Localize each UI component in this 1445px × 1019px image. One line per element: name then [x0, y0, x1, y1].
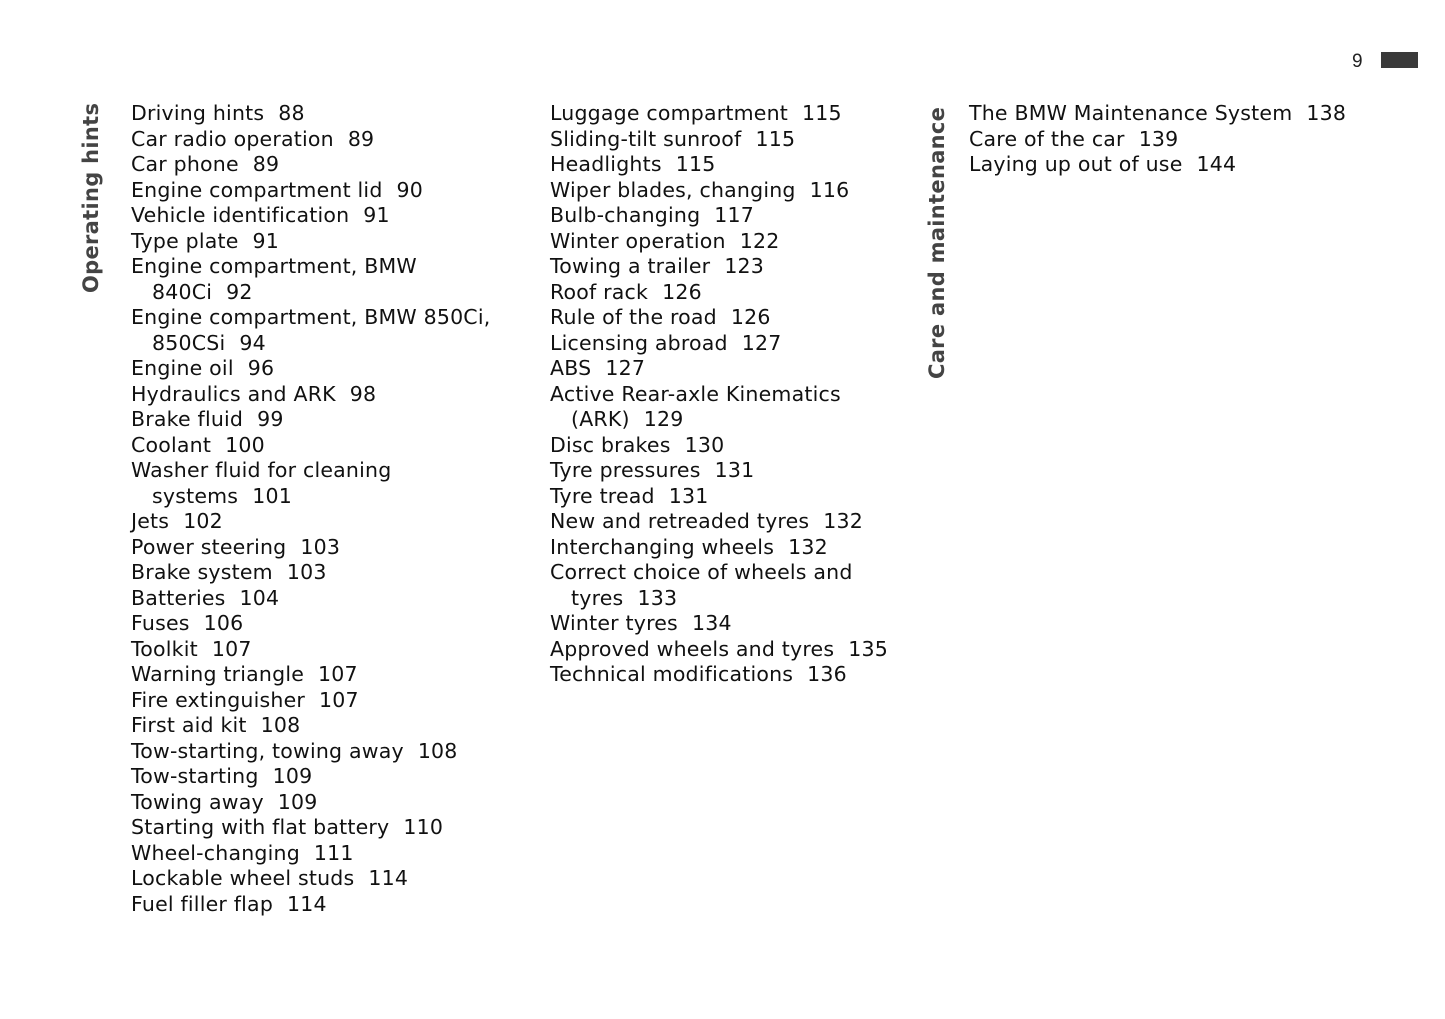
toc-entry-title: Warning triangle: [131, 662, 305, 686]
toc-entry-title: The BMW Maintenance System: [969, 101, 1293, 125]
toc-entry[interactable]: [131, 407, 521, 433]
toc-entry-page-number: 108: [260, 713, 301, 737]
toc-entry-title: Tyre tread: [550, 483, 655, 508]
toc-entry-title: Starting with flat battery: [131, 815, 390, 839]
toc-entry-title: Fire extinguisher: [131, 687, 306, 712]
toc-entry-title: Toolkit: [131, 636, 198, 661]
toc-entry-page-number: 89: [347, 126, 375, 151]
toc-entry-page-number: 132: [788, 534, 828, 559]
toc-entry[interactable]: [550, 356, 910, 382]
toc-entry-page-number: 134: [691, 611, 732, 635]
toc-entry-title: Winter operation: [550, 228, 726, 253]
toc-entry-page-number: 138: [1306, 101, 1347, 125]
toc-entry-title: Towing away: [131, 789, 264, 814]
page-marker-bar: [1381, 52, 1418, 68]
toc-entry-title: Tyre pressures: [550, 458, 701, 482]
toc-entry[interactable]: [550, 331, 910, 357]
toc-entry-title: Batteries: [131, 585, 226, 610]
toc-entry-title: Washer fluid for cleaning systems: [131, 458, 392, 508]
toc-entry-title: Tow-starting, towing away: [131, 738, 404, 763]
toc-entry-title: ABS: [550, 356, 592, 380]
toc-entry[interactable]: [131, 101, 521, 127]
toc-entry-title: Car phone: [131, 152, 239, 176]
toc-entry[interactable]: [131, 815, 521, 841]
toc-entry-title: Driving hints: [131, 101, 265, 125]
toc-entry[interactable]: [550, 458, 910, 484]
toc-entry-title: Winter tyres: [550, 611, 678, 635]
toc-entry[interactable]: [969, 152, 1429, 178]
toc-entry-title: Jets: [131, 509, 170, 533]
toc-entry-title: Sliding-tilt sunroof: [550, 126, 742, 151]
toc-entry-title: Correct choice of wheels and tyres: [550, 560, 853, 610]
toc-entry-title: Roof rack: [550, 279, 649, 304]
toc-entry[interactable]: [550, 509, 910, 535]
toc-entry-page-number: 110: [403, 815, 444, 839]
toc-entry[interactable]: [131, 688, 521, 714]
toc-entry-title: Engine oil: [131, 356, 234, 380]
toc-entry-title: Approved wheels and tyres: [550, 636, 835, 661]
toc-entry-title: Luggage compartment: [550, 101, 789, 125]
toc-entry-title: Engine compartment, BMW 840Ci: [131, 254, 417, 304]
toc-entry-title: Vehicle identification: [131, 203, 350, 227]
toc-entry-title: Fuel filler flap: [131, 891, 274, 916]
toc-entry-page-number: 88: [278, 101, 305, 125]
toc-entry-title: Brake fluid: [131, 407, 244, 431]
toc-entry[interactable]: [131, 178, 521, 204]
toc-entry-page-number: 115: [755, 126, 796, 151]
toc-entry-title: Wheel-changing: [131, 840, 300, 865]
toc-entry-title: Lockable wheel studs: [131, 866, 355, 890]
toc-entry-title: Active Rear-axle Kinematics (ARK): [550, 381, 841, 431]
toc-entry-title: Bulb-changing: [550, 203, 701, 227]
toc-entry-title: Technical modifications: [550, 662, 794, 686]
toc-entry[interactable]: [550, 178, 910, 204]
toc-entry-page-number: 132: [823, 509, 864, 533]
toc-entry-page-number: 101: [252, 483, 292, 508]
toc-entry[interactable]: [131, 305, 521, 356]
toc-entry-page-number: 92: [226, 279, 253, 304]
toc-entry[interactable]: [131, 764, 521, 790]
toc-entry[interactable]: [969, 127, 1429, 153]
toc-entry-page-number: 103: [300, 534, 341, 559]
toc-entry[interactable]: [131, 127, 521, 153]
toc-entry-page-number: 131: [668, 483, 709, 508]
toc-entry[interactable]: [550, 101, 910, 127]
toc-entry[interactable]: [550, 535, 910, 561]
toc-entry-page-number: 135: [848, 636, 888, 661]
toc-entry[interactable]: [131, 790, 521, 816]
toc-entry-page-number: 104: [239, 585, 280, 610]
toc-entry[interactable]: [131, 586, 521, 612]
toc-entry-page-number: 136: [807, 662, 847, 686]
toc-entry-title: Power steering: [131, 534, 287, 559]
toc-entry-page-number: 109: [277, 789, 318, 814]
toc-entry-page-number: 91: [252, 228, 280, 253]
toc-entry[interactable]: [550, 433, 910, 459]
section-title-operating-hints: Operating hints: [79, 102, 103, 293]
toc-entry-title: Towing a trailer: [550, 254, 711, 278]
toc-entry-title: Type plate: [131, 228, 239, 253]
toc-column-operating-hints-1: [131, 101, 521, 917]
toc-entry-page-number: 123: [724, 254, 765, 278]
toc-entry-title: Brake system: [131, 560, 273, 584]
toc-entry-page-number: 129: [643, 407, 684, 431]
toc-entry[interactable]: [131, 662, 521, 688]
toc-entry-title: Licensing abroad: [550, 330, 728, 355]
toc-entry-page-number: 109: [272, 764, 313, 788]
toc-entry-title: Hydraulics and ARK: [131, 381, 336, 406]
toc-entry[interactable]: [550, 560, 910, 611]
toc-entry[interactable]: [550, 382, 910, 433]
section-title-care-and-maintenance: Care and maintenance: [925, 106, 949, 379]
toc-entry-page-number: 115: [675, 152, 716, 176]
toc-entry[interactable]: [131, 458, 521, 509]
toc-entry-page-number: 115: [802, 101, 842, 125]
toc-entry-page-number: 102: [183, 509, 223, 533]
toc-entry[interactable]: [131, 892, 521, 918]
toc-entry-title: Engine compartment lid: [131, 177, 383, 202]
toc-entry[interactable]: [131, 382, 521, 408]
toc-entry[interactable]: [131, 560, 521, 586]
toc-entry-page-number: 108: [417, 738, 458, 763]
toc-entry-page-number: 106: [203, 611, 244, 635]
toc-entry-page-number: 90: [396, 177, 424, 202]
toc-entry-page-number: 117: [714, 203, 755, 227]
toc-entry-title: Wiper blades, changing: [550, 177, 796, 202]
toc-entry[interactable]: [550, 280, 910, 306]
toc-entry[interactable]: [550, 305, 910, 331]
toc-entry[interactable]: [131, 866, 521, 892]
toc-entry-page-number: 98: [349, 381, 377, 406]
toc-entry[interactable]: [131, 611, 521, 637]
toc-entry-page-number: 139: [1138, 126, 1179, 151]
toc-entry[interactable]: [550, 484, 910, 510]
toc-entry-page-number: 114: [368, 866, 409, 890]
toc-column-operating-hints-2: [550, 101, 910, 688]
toc-entry[interactable]: [131, 254, 521, 305]
toc-entry[interactable]: [131, 637, 521, 663]
toc-entry[interactable]: [131, 739, 521, 765]
toc-entry-title: First aid kit: [131, 713, 247, 737]
toc-entry-title: Coolant: [131, 432, 212, 457]
toc-entry-page-number: 144: [1196, 152, 1237, 176]
toc-entry-page-number: 130: [684, 432, 725, 457]
toc-entry-title: Engine compartment, BMW 850Ci, 850CSi: [131, 305, 491, 355]
toc-entry[interactable]: [131, 152, 521, 178]
toc-column-care-and-maintenance: [969, 101, 1429, 178]
toc-entry[interactable]: [131, 356, 521, 382]
toc-entry-page-number: 131: [714, 458, 755, 482]
toc-entry[interactable]: [550, 152, 910, 178]
toc-entry-title: New and retreaded tyres: [550, 509, 810, 533]
toc-entry[interactable]: [131, 203, 521, 229]
toc-entry[interactable]: [131, 713, 521, 739]
toc-entry-page-number: 96: [247, 356, 275, 380]
toc-entry-page-number: 114: [287, 891, 327, 916]
toc-entry-title: Rule of the road: [550, 305, 717, 329]
toc-entry-page-number: 133: [637, 585, 678, 610]
toc-entry-page-number: 111: [313, 840, 354, 865]
toc-entry-page-number: 107: [318, 662, 358, 686]
toc-entry[interactable]: [131, 433, 521, 459]
toc-entry[interactable]: [550, 229, 910, 255]
toc-entry[interactable]: [550, 637, 910, 663]
toc-entry-page-number: 99: [257, 407, 284, 431]
toc-entry-page-number: 100: [225, 432, 265, 457]
toc-entry-page-number: 107: [211, 636, 252, 661]
toc-entry-title: Tow-starting: [131, 764, 259, 788]
toc-entry[interactable]: [550, 254, 910, 280]
toc-entry[interactable]: [131, 509, 521, 535]
toc-entry-page-number: 94: [239, 330, 266, 355]
page-number: 9: [1352, 51, 1363, 72]
toc-entry-title: Disc brakes: [550, 432, 671, 457]
toc-entry-title: Headlights: [550, 152, 662, 176]
toc-entry-page-number: 107: [319, 687, 359, 712]
toc-entry-page-number: 127: [605, 356, 646, 380]
toc-entry-page-number: 122: [739, 228, 780, 253]
toc-entry-title: Interchanging wheels: [550, 534, 775, 559]
toc-entry-title: Laying up out of use: [969, 152, 1183, 176]
toc-entry[interactable]: [969, 101, 1429, 127]
toc-entry-page-number: 127: [741, 330, 782, 355]
toc-entry-page-number: 91: [363, 203, 390, 227]
toc-entry[interactable]: [131, 841, 521, 867]
toc-entry-title: Car radio operation: [131, 126, 334, 151]
toc-entry-page-number: 116: [809, 177, 850, 202]
toc-entry[interactable]: [550, 662, 910, 688]
toc-entry[interactable]: [131, 229, 521, 255]
toc-entry-page-number: 89: [252, 152, 280, 176]
toc-entry-page-number: 126: [662, 279, 702, 304]
toc-entry-page-number: 103: [286, 560, 327, 584]
toc-entry[interactable]: [550, 203, 910, 229]
toc-entry[interactable]: [550, 127, 910, 153]
toc-entry[interactable]: [550, 611, 910, 637]
toc-entry-title: Fuses: [131, 611, 190, 635]
toc-entry-title: Care of the car: [969, 126, 1125, 151]
toc-entry-page-number: 126: [730, 305, 771, 329]
toc-entry[interactable]: [131, 535, 521, 561]
